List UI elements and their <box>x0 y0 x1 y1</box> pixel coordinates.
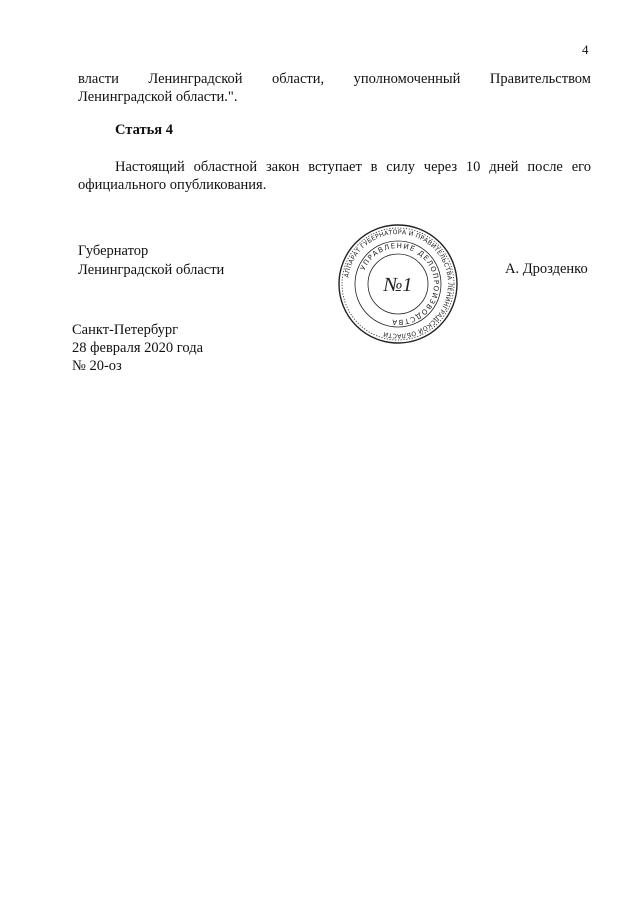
place-city: Санкт-Петербург <box>72 322 179 338</box>
word: его <box>571 159 591 175</box>
paragraph-continuation <box>78 70 591 106</box>
word: уполномоченный <box>353 71 461 87</box>
signer-title-line-2: Ленинградской области <box>78 262 225 278</box>
word: через <box>423 159 458 175</box>
word: 10 <box>465 159 481 175</box>
seal-outer-text: АППАРАТ ГУБЕРНАТОРА И ПРАВИТЕЛЬСТВА ЛЕНИНГРАДСКОЙ ОБЛАСТИ <box>343 228 454 340</box>
signer-name: А. Дрозденко <box>505 261 588 277</box>
page-number: 4 <box>582 42 589 57</box>
word: Правительством <box>489 71 591 87</box>
law-number: № 20-оз <box>72 358 122 374</box>
paragraph-line-2: Ленинградской области.". <box>78 89 238 105</box>
word: областной <box>193 159 258 175</box>
word: дней <box>489 159 519 175</box>
word: Настоящий <box>115 159 185 175</box>
word: власти <box>78 71 119 87</box>
signer-title <box>78 242 224 280</box>
seal-center-text: №1 <box>383 274 413 296</box>
article-heading: Статья 4 <box>115 122 173 138</box>
article-paragraph <box>78 158 591 194</box>
word: после <box>527 159 563 175</box>
article-line-1 <box>78 158 591 176</box>
paragraph-line-1 <box>78 70 591 88</box>
seal-inner-text: УПРАВЛЕНИЕ ДЕЛОПРОИЗВОДСТВА <box>359 241 441 327</box>
word: силу <box>386 159 415 175</box>
word: в <box>370 159 378 175</box>
signer-title-line-1: Губернатор <box>78 243 149 259</box>
official-seal <box>336 222 460 346</box>
place-block <box>72 321 203 375</box>
word: области, <box>272 71 325 87</box>
place-date: 28 февраля 2020 года <box>72 340 204 356</box>
article-line-2: официального опубликования. <box>78 177 267 193</box>
word: Ленинградской <box>148 71 243 87</box>
word: вступает <box>308 159 362 175</box>
word: закон <box>265 159 300 175</box>
